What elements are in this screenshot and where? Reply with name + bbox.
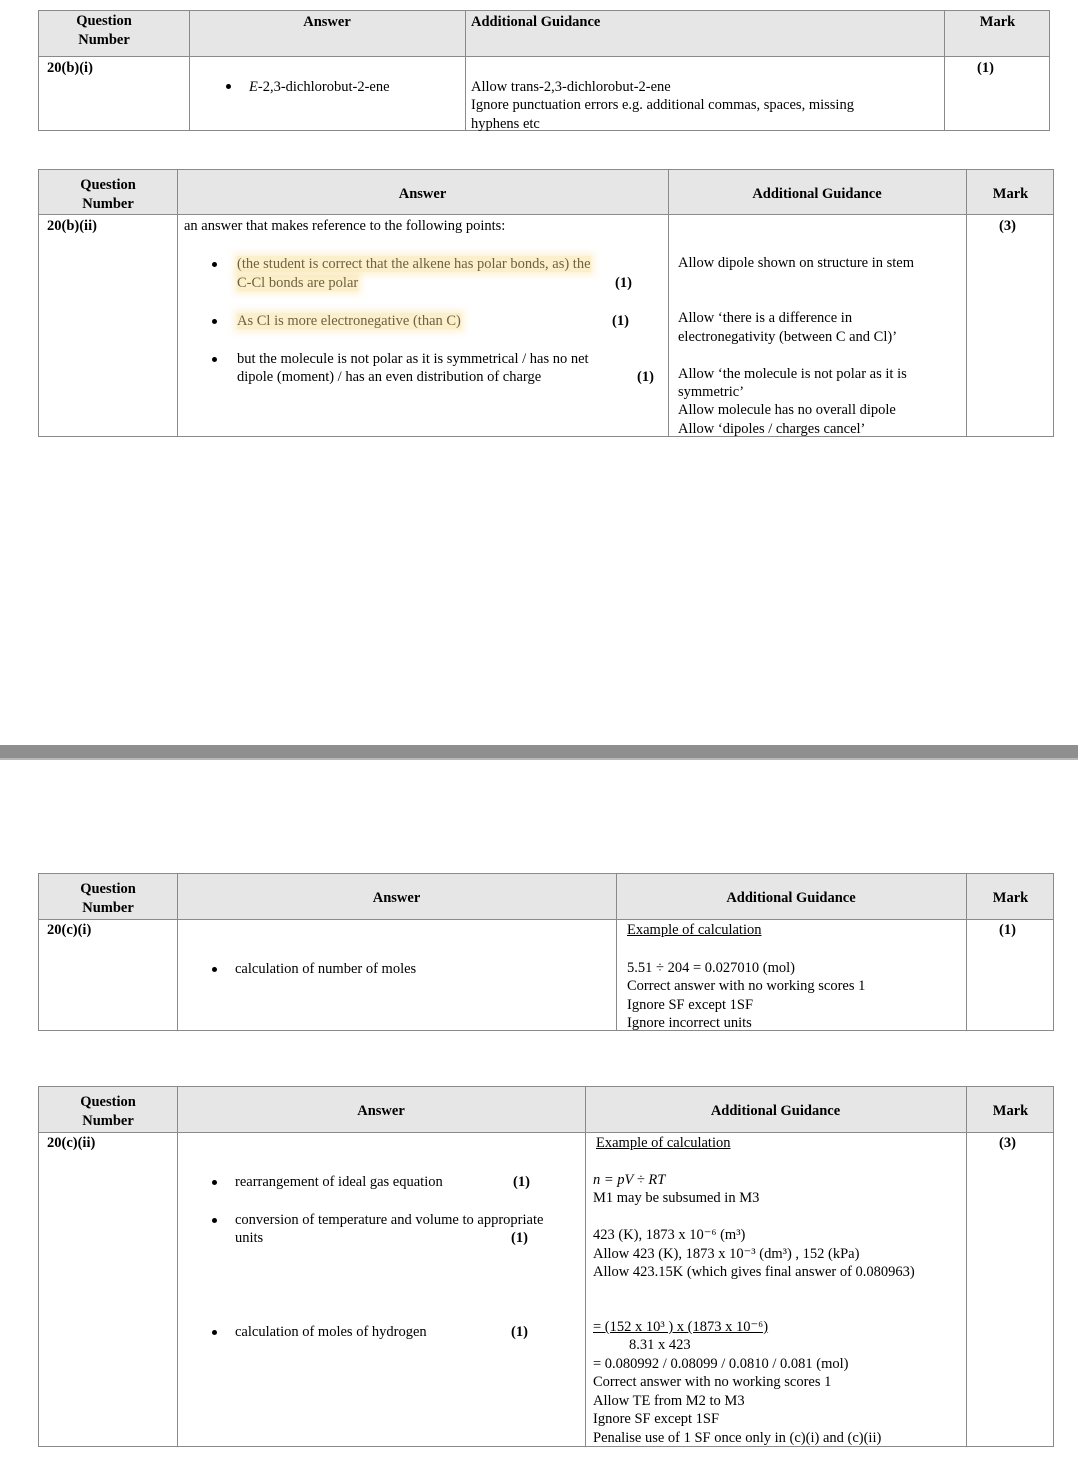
question-number: 20(c)(i) [47, 922, 92, 938]
guidance-line: Allow ‘there is a difference in [678, 310, 853, 326]
point-mark: (1) [511, 1324, 528, 1340]
guidance-line: Ignore SF except 1SF [593, 1411, 720, 1427]
ideal-gas-equation: n = pV ÷ RT [593, 1172, 666, 1188]
answer-text: E-2,3-dichlorobut-2-ene [249, 79, 390, 95]
question-number: 20(b)(i) [47, 60, 93, 76]
guidance-line: Allow 423.15K (which gives final answer of 0.080963) [593, 1264, 915, 1280]
answer-point: dipole (moment) / has an even distribution of charge [237, 369, 542, 385]
mark-value: (3) [999, 218, 1016, 234]
mark-value: (1) [977, 60, 994, 76]
guidance-line: electronegativity (between C and Cl)’ [678, 329, 898, 345]
answer-point: (the student is correct that the alkene has polar bonds, as) the [237, 256, 591, 272]
bullet [212, 262, 217, 267]
page-separator [0, 745, 1078, 760]
question-number: 20(b)(ii) [47, 218, 97, 234]
header-additional-guidance: Additional Guidance [726, 890, 856, 906]
point-mark: (1) [612, 313, 629, 329]
guidance-line: Allow ‘dipoles / charges cancel’ [678, 421, 866, 437]
answer-point: units [235, 1230, 264, 1246]
answer-intro: an answer that makes reference to the following points: [184, 218, 506, 234]
header-answer: Answer [398, 186, 447, 202]
point-mark: (1) [615, 275, 632, 291]
mark-value: (3) [999, 1135, 1016, 1151]
bullet [212, 1218, 217, 1223]
header-additional-guidance: Additional Guidance [710, 1103, 841, 1119]
guidance-title: Example of calculation [596, 1135, 731, 1151]
guidance-line: 5.51 ÷ 204 = 0.027010 (mol) [627, 960, 795, 976]
guidance-line: M1 may be subsumed in M3 [593, 1190, 760, 1206]
guidance-title: Example of calculation [627, 922, 762, 938]
mark-scheme-table-20c-ii [38, 1086, 1054, 1447]
guidance-line: symmetric’ [678, 384, 745, 400]
bullet [212, 357, 217, 362]
answer-point: calculation of moles of hydrogen [235, 1324, 427, 1340]
point-mark: (1) [513, 1174, 530, 1190]
header-answer: Answer [357, 1103, 405, 1119]
header-mark: Mark [992, 1103, 1029, 1119]
point-mark: (1) [637, 369, 654, 385]
header-question-number: Question Number [76, 13, 132, 48]
guidance-line: Allow 423 (K), 1873 x 10⁻³ (dm³) , 152 (kPa) [593, 1246, 860, 1262]
answer-point: C-Cl bonds are polar [237, 275, 359, 291]
guidance-line: Allow ‘the molecule is not polar as it is [678, 366, 907, 382]
header-question-number: Question Number [80, 881, 136, 916]
guidance-line: Ignore SF except 1SF [627, 997, 754, 1013]
answer-point: conversion of temperature and volume to appropriate [235, 1212, 544, 1228]
header-mark: Mark [979, 14, 1016, 30]
guidance-line: = 0.080992 / 0.08099 / 0.0810 / 0.081 (mol) [593, 1356, 849, 1372]
guidance-line: Ignore punctuation errors e.g. additional commas, spaces, missing [471, 97, 854, 113]
point-mark: (1) [511, 1230, 528, 1246]
guidance-line: Correct answer with no working scores 1 [627, 978, 866, 994]
bullet [212, 1180, 217, 1185]
calculation-denominator: 8.31 x 423 [629, 1337, 691, 1353]
bullet [212, 319, 217, 324]
answer-point: calculation of number of moles [235, 961, 417, 977]
bullet [212, 1330, 217, 1335]
mark-scheme-table-20b-ii [38, 169, 1054, 437]
guidance-line: Allow trans-2,3-dichlorobut-2-ene [471, 79, 671, 95]
header-mark: Mark [992, 186, 1029, 202]
guidance-line: Allow dipole shown on structure in stem [678, 255, 915, 271]
bullet [226, 84, 231, 89]
header-answer: Answer [303, 14, 351, 30]
header-additional-guidance: Additional Guidance [752, 186, 882, 202]
mark-value: (1) [999, 922, 1016, 938]
answer-point: but the molecule is not polar as it is symmetrical / has no net [237, 351, 589, 367]
guidance-line: Correct answer with no working scores 1 [593, 1374, 832, 1390]
answer-point: As Cl is more electronegative (than C) [237, 313, 461, 329]
bullet [212, 967, 217, 972]
header-answer: Answer [372, 890, 421, 906]
mark-scheme-table-20b-i [38, 10, 1050, 131]
question-number: 20(c)(ii) [47, 1135, 96, 1151]
header-additional-guidance: Additional Guidance [471, 14, 601, 30]
guidance-line: Ignore incorrect units [627, 1015, 752, 1031]
guidance-line: hyphens etc [471, 116, 540, 132]
answer-point: rearrangement of ideal gas equation [235, 1174, 443, 1190]
guidance-line: 423 (K), 1873 x 10⁻⁶ (m³) [593, 1227, 746, 1243]
mark-scheme-table-20c-i [38, 873, 1054, 1031]
guidance-line: Allow TE from M2 to M3 [593, 1393, 745, 1409]
guidance-line: Penalise use of 1 SF once only in (c)(i) and (c)(ii) [593, 1430, 882, 1446]
guidance-line: Allow molecule has no overall dipole [678, 402, 896, 418]
header-question-number: Question Number [80, 177, 136, 212]
calculation-numerator: = (152 x 10³ ) x (1873 x 10⁻⁶) [593, 1319, 769, 1335]
header-question-number: Question Number [80, 1094, 136, 1129]
header-mark: Mark [992, 890, 1029, 906]
